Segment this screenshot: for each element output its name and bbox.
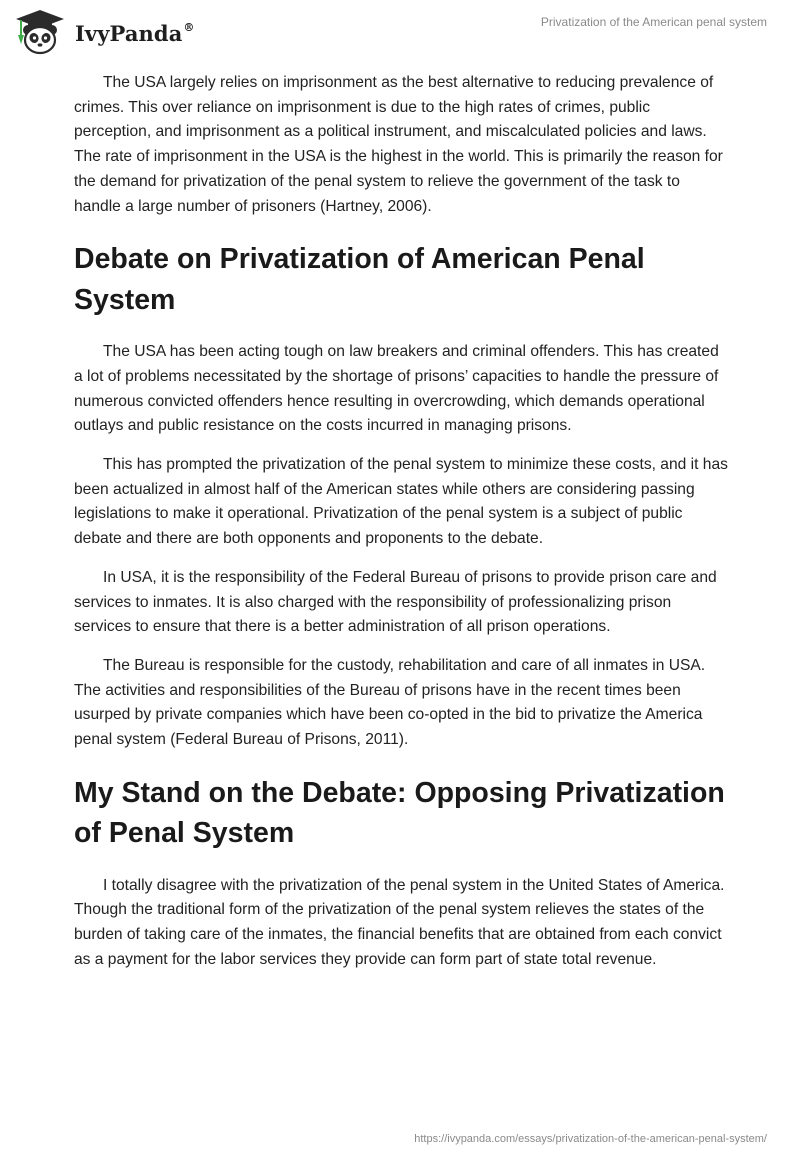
panda-graduate-icon [14, 8, 66, 56]
paragraph: The USA has been acting tough on law breakers and criminal offenders. This has created a lot of problems necessitated by the shortage of prisons’ capacities to handle the pressure of numerous convicted offenders hence resulting in overcrowding, which demands operational outlays and public resistance on the costs incurred in managing prisons. [74, 343, 719, 435]
paragraph: The Bureau is responsible for the custody, rehabilitation and care of all inmates in USA. The activities and responsibilities of the Bureau of prisons have in the recent times been usurped by private companies which have been co-opted in the bid to privatize the America penal system (Federal Bureau of Prisons, 2011). [74, 656, 706, 749]
document-title: Privatization of the American penal system [540, 15, 767, 29]
section-heading-debate: Debate on Privatization of American Penal System [74, 243, 645, 316]
article-body [74, 71, 728, 987]
intro-paragraph: The USA largely relies on imprisonment as the best alternative to reducing prevalence of crimes. This over reliance on imprisonment is due to the high rates of crimes, public perception, and imprisonment as a political instrument, and miscalculated policies and laws. The rate of imprisonment in the USA is the highest in the world. This is primarily the reason for the demand for privatization of the penal system to relieve the government of the task to handle a large number of prisoners (Hartney, 2006). [74, 74, 723, 215]
ivypanda-logo[interactable] [14, 8, 195, 56]
paragraph: I totally disagree with the privatization of the penal system in the United States of America. Though the traditional form of the privatization of the penal system relieves the states of the burden of taking care of the inmates, the financial benefits that are obtained from each convict as a payment for the labor services they provide can form part of state total revenue. [74, 876, 725, 968]
paragraph: This has prompted the privatization of the penal system to minimize these costs, and it has been actualized in almost half of the American states while others are considering passing legislations to make it operational. Privatization of the penal system is a subject of public debate and there are both opponents and proponents to the debate. [74, 456, 728, 548]
registered-mark: ® [183, 21, 195, 34]
section-heading-stand: My Stand on the Debate: Opposing Privatization of Penal System [74, 776, 725, 850]
source-url[interactable]: https://ivypanda.com/essays/privatization-of-the-american-penal-system/ [414, 1133, 767, 1145]
page-header [0, 0, 800, 70]
brand-name: IvyPanda® [75, 21, 195, 46]
paragraph: In USA, it is the responsibility of the Federal Bureau of prisons to provide prison care and services to inmates. It is also charged with the responsibility of professionalizing prison services to ensure that there is a better administration of all prison operations. [74, 568, 717, 636]
